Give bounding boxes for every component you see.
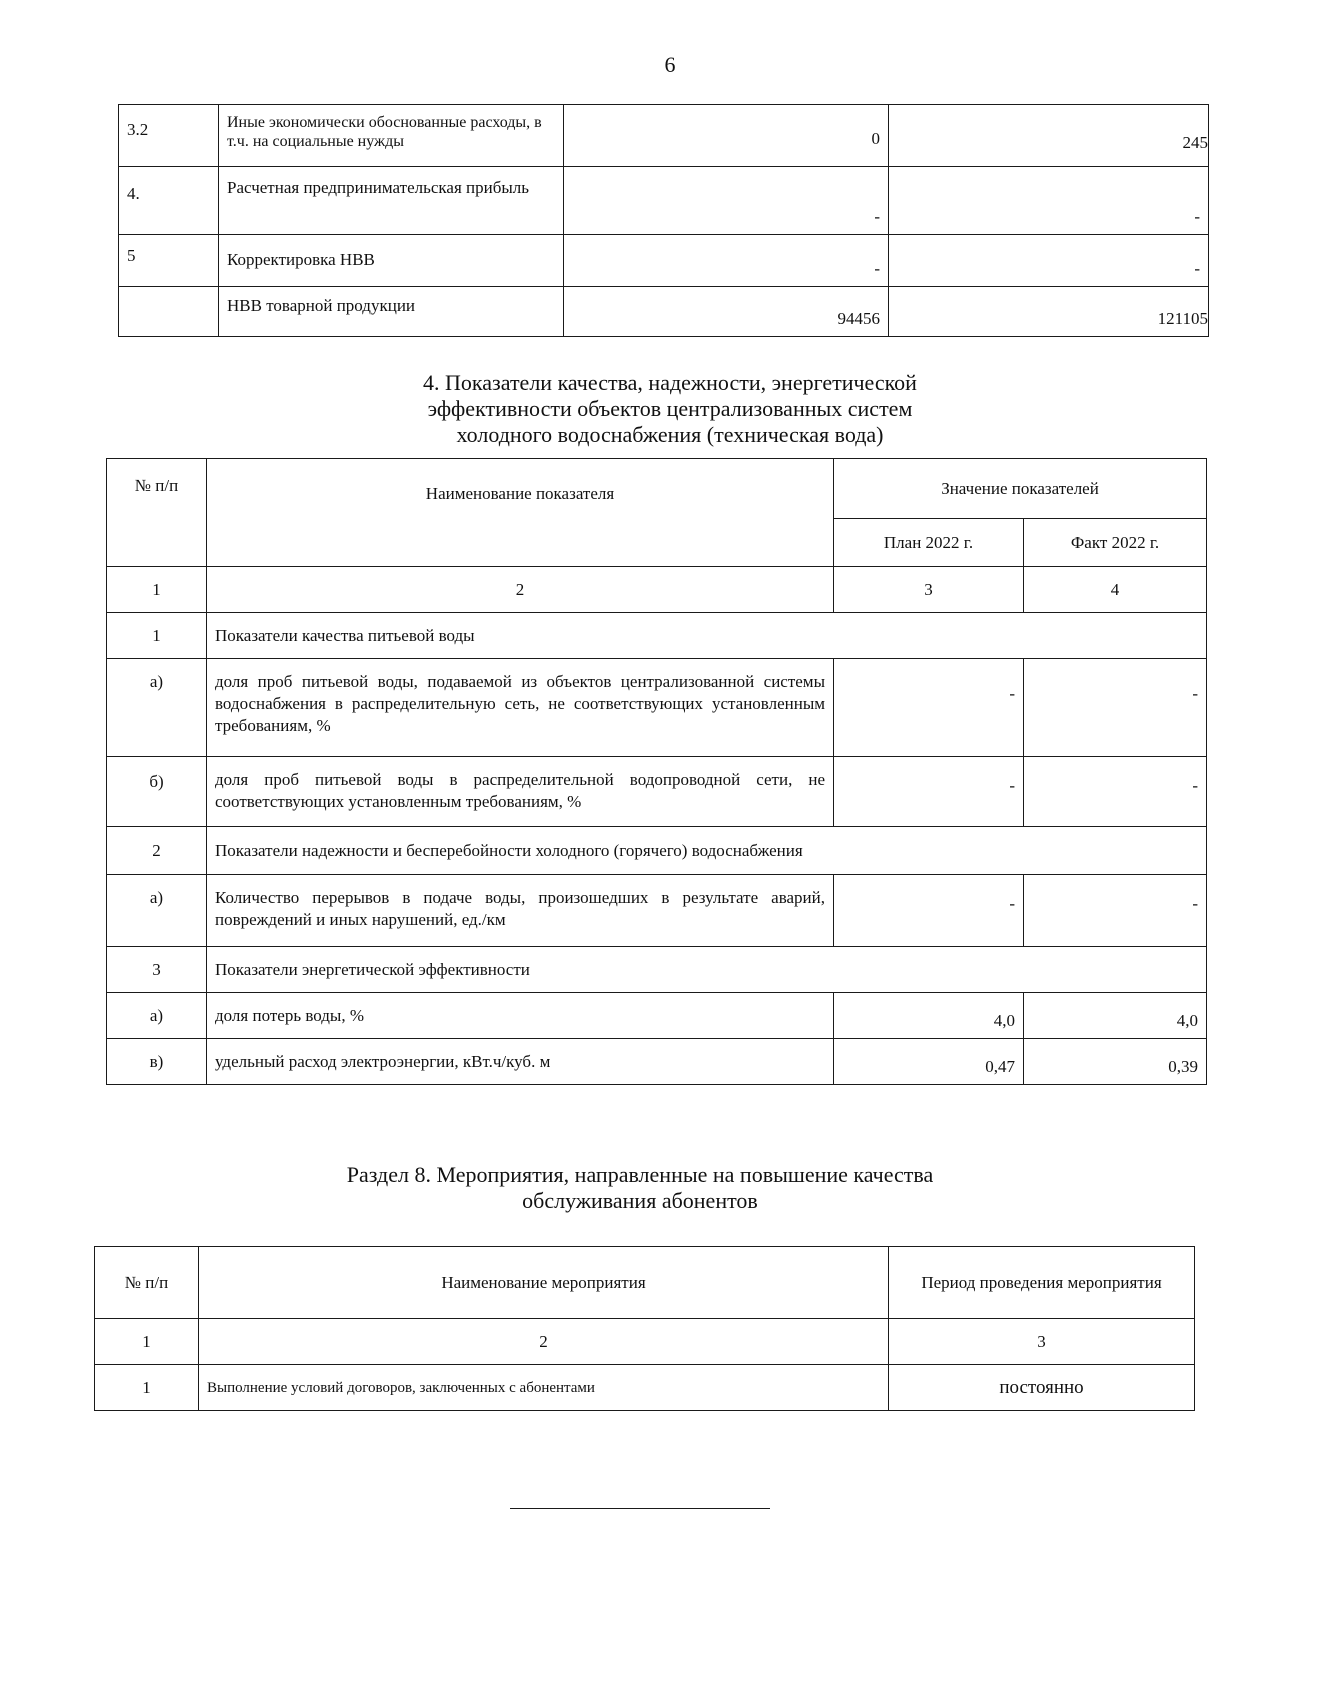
row-name: Корректировка НВВ	[219, 235, 564, 287]
section-4-title-line: 4. Показатели качества, надежности, энергетической	[423, 370, 917, 395]
row-fact: 4,0	[1024, 993, 1207, 1039]
row-value-2: -	[889, 235, 1209, 287]
row-name: удельный расход электроэнергии, кВт.ч/куб. м	[207, 1039, 834, 1085]
row-name: Иные экономически обоснованные расходы, в т.ч. на социальные нужды	[219, 105, 564, 167]
table-row	[95, 1365, 1195, 1411]
row-name: доля проб питьевой воды в распределительной водопроводной сети, не соответствующих установленным требованиям, %	[207, 757, 834, 827]
row-number: а)	[107, 875, 207, 947]
col-number: 1	[107, 567, 207, 613]
row-number: а)	[107, 993, 207, 1039]
table-row	[107, 875, 1207, 947]
row-name: Количество перерывов в подаче воды, произошедших в результате аварий, повреждений и иных нарушений, ед./км	[207, 875, 834, 947]
row-fact: 0,39	[1024, 1039, 1207, 1085]
section-4-title-line: холодного водоснабжения (техническая вода)	[456, 422, 884, 447]
col-number: 2	[207, 567, 834, 613]
row-plan: -	[834, 875, 1024, 947]
row-fact: -	[1024, 875, 1207, 947]
section-8-title	[270, 1162, 1010, 1214]
table-header-row	[95, 1247, 1195, 1319]
col-header-num: № п/п	[95, 1247, 199, 1319]
row-plan: -	[834, 757, 1024, 827]
tariff-table	[118, 104, 1209, 337]
row-number: 4.	[119, 167, 219, 235]
row-value-2: 245	[889, 105, 1209, 167]
section-4-title-line: эффективности объектов централизованных систем	[427, 396, 913, 421]
section-8-title-line: Раздел 8. Мероприятия, направленные на повышение качества	[346, 1162, 934, 1187]
quality-indicators-table	[106, 458, 1207, 1085]
row-name: Расчетная предпринимательская прибыль	[219, 167, 564, 235]
closing-rule	[510, 1508, 770, 1509]
row-value-1: 0	[564, 105, 889, 167]
group-number: 2	[107, 827, 207, 875]
row-value-2: 121105	[889, 287, 1209, 337]
table-row	[107, 1039, 1207, 1085]
group-row	[107, 613, 1207, 659]
table-row	[107, 993, 1207, 1039]
col-header-name: Наименование мероприятия	[199, 1247, 889, 1319]
measures-table	[94, 1246, 1195, 1411]
table-row	[119, 287, 1209, 337]
row-name: доля потерь воды, %	[207, 993, 834, 1039]
row-period: постоянно	[889, 1365, 1195, 1411]
row-plan: 0,47	[834, 1039, 1024, 1085]
row-name: НВВ товарной продукции	[219, 287, 564, 337]
page-number: 6	[664, 52, 676, 77]
row-number	[119, 287, 219, 337]
col-header-num: № п/п	[107, 459, 207, 567]
table-header-row	[107, 459, 1207, 519]
row-value-1: -	[564, 235, 889, 287]
group-row	[107, 947, 1207, 993]
table-row	[107, 659, 1207, 757]
row-number: а)	[107, 659, 207, 757]
row-name: Выполнение условий договоров, заключенных с абонентами	[199, 1365, 889, 1411]
row-number: 1	[95, 1365, 199, 1411]
table-row	[107, 757, 1207, 827]
col-number: 1	[95, 1319, 199, 1365]
col-number: 3	[834, 567, 1024, 613]
row-plan: -	[834, 659, 1024, 757]
col-header-plan: План 2022 г.	[834, 519, 1024, 567]
group-number: 1	[107, 613, 207, 659]
section-4-title	[320, 370, 1020, 448]
row-value-2: -	[889, 167, 1209, 235]
row-name: доля проб питьевой воды, подаваемой из объектов централизованной системы водоснабжения в распределительную сеть, не соответствующих установленным требованиям, %	[207, 659, 834, 757]
col-number: 4	[1024, 567, 1207, 613]
row-number: в)	[107, 1039, 207, 1085]
row-value-1: -	[564, 167, 889, 235]
row-number: 3.2	[119, 105, 219, 167]
col-number: 3	[889, 1319, 1195, 1365]
col-header-name: Наименование показателя	[207, 459, 834, 567]
table-row	[119, 235, 1209, 287]
row-number: 5	[119, 235, 219, 287]
row-fact: -	[1024, 659, 1207, 757]
col-header-fact: Факт 2022 г.	[1024, 519, 1207, 567]
col-number: 2	[199, 1319, 889, 1365]
table-row	[119, 105, 1209, 167]
col-header-values: Значение показателей	[834, 459, 1207, 519]
group-title: Показатели надежности и бесперебойности холодного (горячего) водоснабжения	[207, 827, 1207, 875]
row-number: б)	[107, 757, 207, 827]
row-plan: 4,0	[834, 993, 1024, 1039]
column-number-row	[95, 1319, 1195, 1365]
group-number: 3	[107, 947, 207, 993]
group-row	[107, 827, 1207, 875]
group-title: Показатели качества питьевой воды	[207, 613, 1207, 659]
table-row	[119, 167, 1209, 235]
row-value-1: 94456	[564, 287, 889, 337]
group-title: Показатели энергетической эффективности	[207, 947, 1207, 993]
row-fact: -	[1024, 757, 1207, 827]
section-8-title-line: обслуживания абонентов	[522, 1188, 758, 1213]
col-header-period: Период проведения мероприятия	[889, 1247, 1195, 1319]
column-number-row	[107, 567, 1207, 613]
